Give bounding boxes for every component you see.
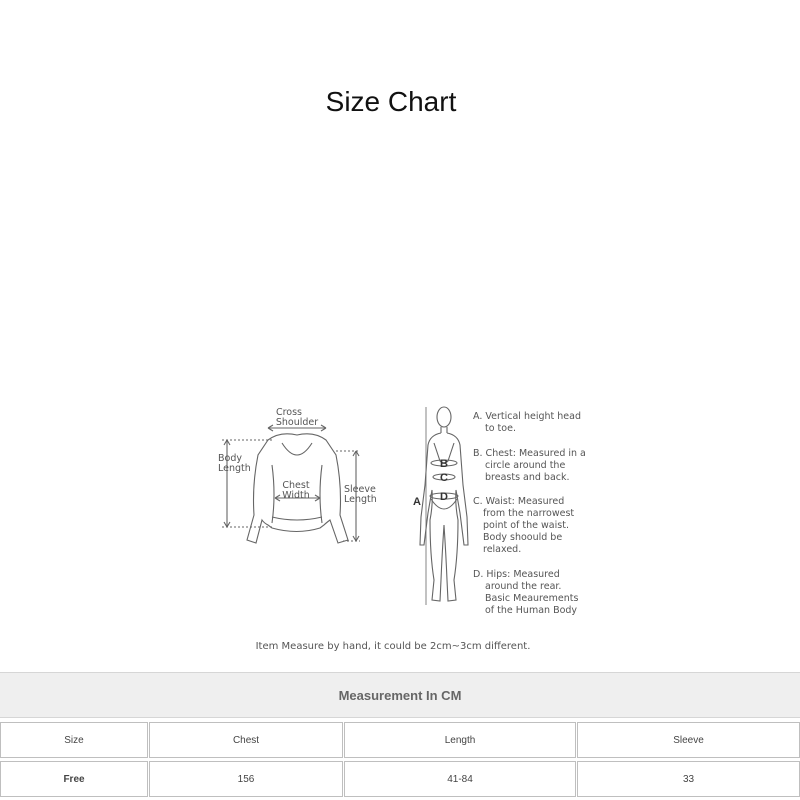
cross-shoulder-label: Shoulder xyxy=(275,417,319,428)
chest-width-label: Chest xyxy=(282,480,310,491)
sleeve-length-label: Sleeve xyxy=(344,484,376,495)
note-b-line: B. Chest: Measured in a xyxy=(473,448,586,459)
chest-width-label: Width xyxy=(282,490,310,501)
header-cell-chest: Chest xyxy=(149,722,343,758)
measure-disclaimer: Item Measure by hand, it could be 2cm~3cm different. xyxy=(255,641,531,652)
note-c-line: C. Waist: Measured xyxy=(473,496,565,507)
note-a-line: A. Vertical height head xyxy=(473,411,581,422)
header-cell-sleeve: Sleeve xyxy=(577,722,800,758)
header-cell-length: Length xyxy=(344,722,576,758)
letter-c: C xyxy=(440,472,448,484)
body-length-label: Length xyxy=(218,463,251,474)
row-cell-length: 41-84 xyxy=(344,761,576,797)
note-b-line: circle around the xyxy=(485,460,566,471)
note-c-line: from the narrowest xyxy=(483,508,575,519)
note-c-line: relaxed. xyxy=(483,544,522,555)
letter-d: D xyxy=(440,491,448,503)
body-figure-illustration xyxy=(420,407,468,605)
header-cell-size: Size xyxy=(0,722,148,758)
note-b-line: breasts and back. xyxy=(485,472,570,483)
note-a-line: to toe. xyxy=(485,423,516,434)
note-d-line: around the rear. xyxy=(485,581,562,592)
note-c-line: Body shoould be xyxy=(483,532,563,543)
row-cell-sleeve: 33 xyxy=(577,761,800,797)
body-length-label: Body xyxy=(218,453,242,464)
row-cell-chest: 156 xyxy=(149,761,343,797)
letter-a: A xyxy=(413,496,421,508)
letter-b: B xyxy=(440,458,448,470)
measurement-table xyxy=(0,672,800,800)
note-c-line: point of the waist. xyxy=(483,520,569,531)
page-title: Size Chart xyxy=(325,86,457,117)
note-d-line: of the Human Body xyxy=(485,605,578,616)
note-d-line: Basic Meaurements xyxy=(485,593,579,604)
table-heading: Measurement In CM xyxy=(0,672,800,718)
measurement-illustration xyxy=(0,395,800,665)
body-notes xyxy=(473,411,586,616)
note-d-line: D. Hips: Measured xyxy=(473,569,560,580)
row-cell-size: Free xyxy=(0,761,148,797)
measurement-diagram xyxy=(0,395,800,665)
cross-shoulder-label: Cross xyxy=(275,407,303,418)
sleeve-length-label: Length xyxy=(344,494,377,505)
